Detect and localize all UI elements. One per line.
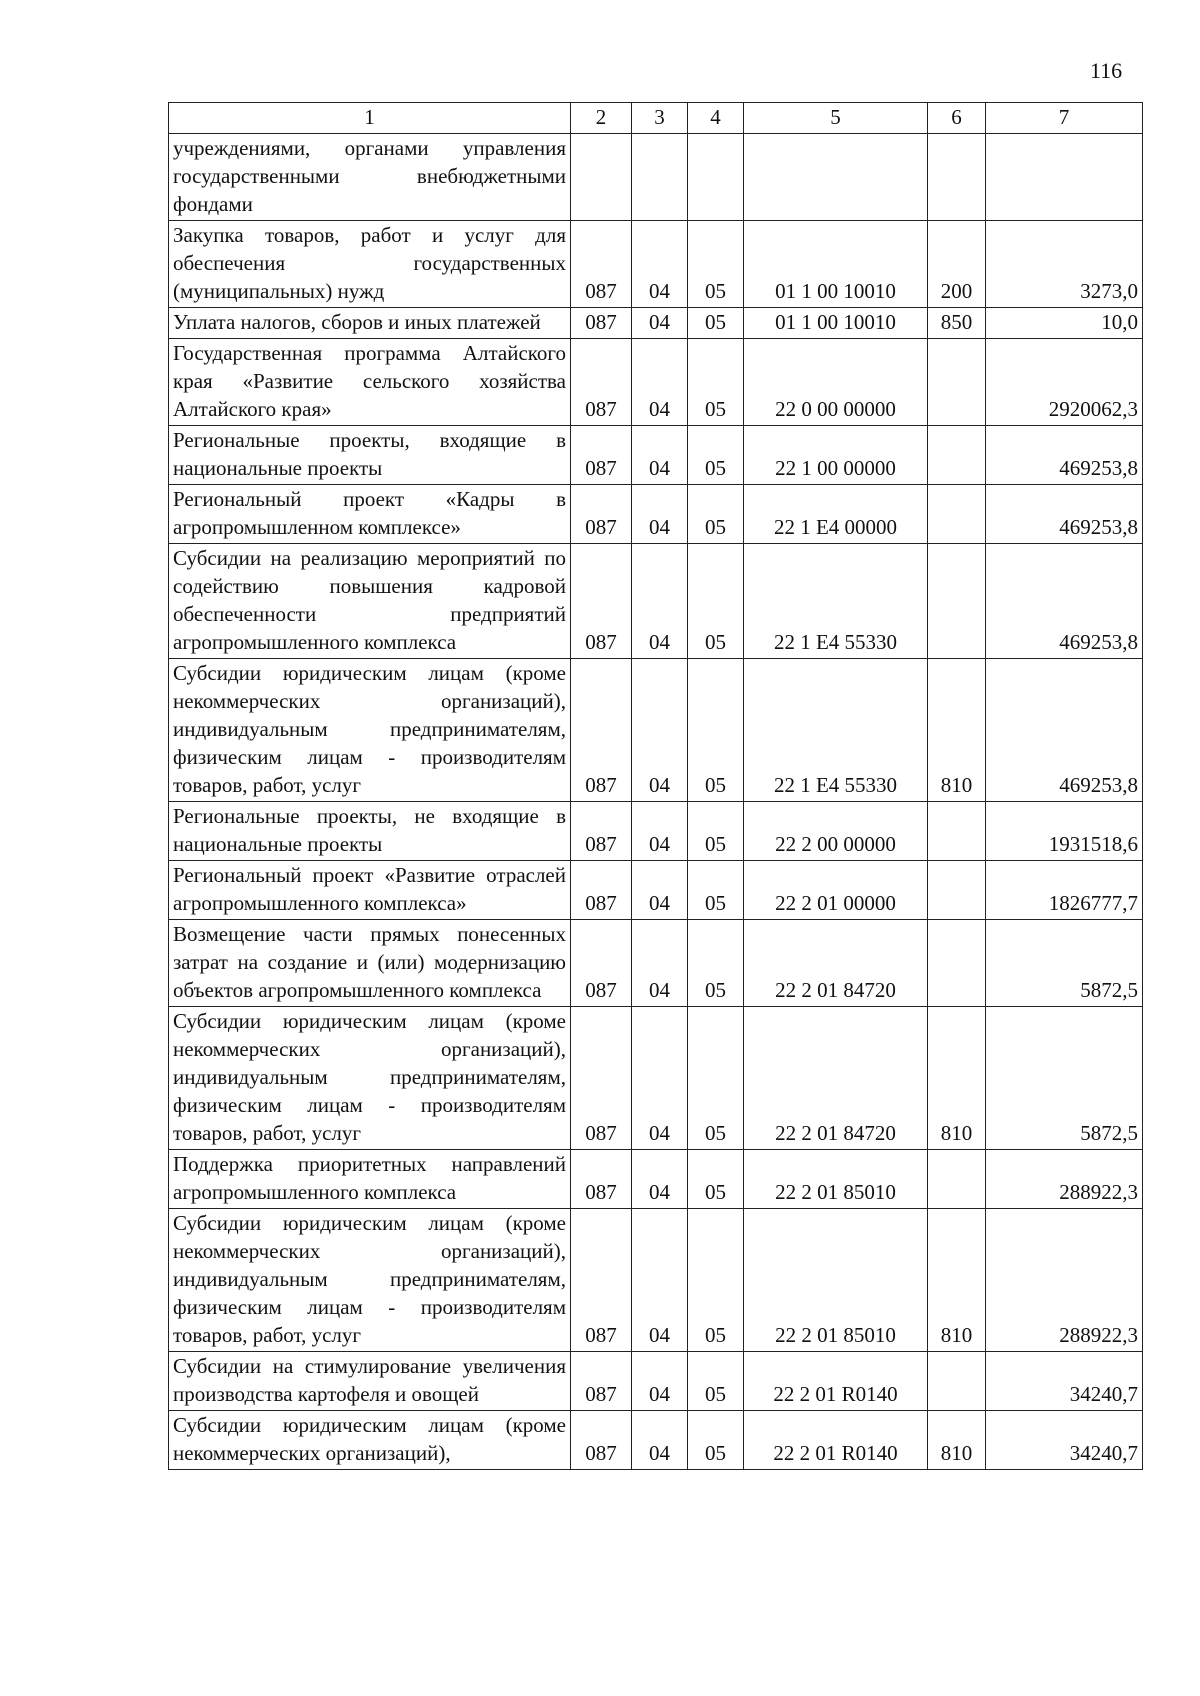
section-code: 04: [632, 1411, 688, 1470]
expense-type-code: 810: [928, 659, 986, 802]
table-row: [169, 1150, 1143, 1209]
amount: 469253,8: [986, 426, 1143, 485]
amount: 34240,7: [986, 1352, 1143, 1411]
item-name: Закупка товаров, работ и услуг для обеспечения государственных (муниципальных) нужд: [169, 221, 571, 308]
subsection-code: 05: [688, 1209, 744, 1352]
expense-type-code: [928, 802, 986, 861]
item-name: Поддержка приоритетных направлений агропромышленного комплекса: [169, 1150, 571, 1209]
item-name: Региональный проект «Развитие отраслей агропромышленного комплекса»: [169, 861, 571, 920]
target-code: 01 1 00 10010: [744, 308, 928, 339]
target-code: 22 1 00 00000: [744, 426, 928, 485]
page-number: 116: [1090, 58, 1123, 83]
item-name: Уплата налогов, сборов и иных платежей: [169, 308, 571, 339]
column-header: 4: [688, 103, 744, 134]
subsection-code: 05: [688, 339, 744, 426]
budget-table: [168, 102, 1143, 1470]
subsection-code: 05: [688, 426, 744, 485]
subsection-code: 05: [688, 920, 744, 1007]
subsection-code: 05: [688, 1150, 744, 1209]
table-row: [169, 485, 1143, 544]
expense-type-code: [928, 339, 986, 426]
item-name: Региональные проекты, входящие в национальные проекты: [169, 426, 571, 485]
section-code: 04: [632, 339, 688, 426]
ministry-code: 087: [571, 221, 632, 308]
expense-type-code: [928, 1150, 986, 1209]
section-code: 04: [632, 659, 688, 802]
table-row: [169, 134, 1143, 221]
section-code: 04: [632, 1352, 688, 1411]
subsection-code: 05: [688, 861, 744, 920]
section-code: 04: [632, 920, 688, 1007]
expense-type-code: [928, 920, 986, 1007]
amount: 34240,7: [986, 1411, 1143, 1470]
target-code: 22 2 01 85010: [744, 1150, 928, 1209]
item-name: Возмещение части прямых понесенных затрат на создание и (или) модернизацию объектов агропромышленного комплекса: [169, 920, 571, 1007]
subsection-code: 05: [688, 221, 744, 308]
table-row: [169, 861, 1143, 920]
target-code: 22 2 01 85010: [744, 1209, 928, 1352]
target-code: 22 1 E4 55330: [744, 544, 928, 659]
ministry-code: 087: [571, 920, 632, 1007]
section-code: 04: [632, 802, 688, 861]
table-row: [169, 308, 1143, 339]
section-code: 04: [632, 221, 688, 308]
table-row: [169, 426, 1143, 485]
item-name: Региональный проект «Кадры в агропромышленном комплексе»: [169, 485, 571, 544]
table-row: [169, 1411, 1143, 1470]
expense-type-code: 810: [928, 1209, 986, 1352]
column-header: 7: [986, 103, 1143, 134]
item-name: Субсидии юридическим лицам (кроме некоммерческих организаций), индивидуальным предпринимателям, физическим лицам - производителям товаров, работ, услуг: [169, 1007, 571, 1150]
expense-type-code: [928, 861, 986, 920]
section-code: 04: [632, 1209, 688, 1352]
column-header: 1: [169, 103, 571, 134]
subsection-code: 05: [688, 1352, 744, 1411]
ministry-code: 087: [571, 426, 632, 485]
item-name: Субсидии юридическим лицам (кроме некоммерческих организаций), индивидуальным предпринимателям, физическим лицам - производителям товаров, работ, услуг: [169, 1209, 571, 1352]
amount: 5872,5: [986, 920, 1143, 1007]
column-header: 2: [571, 103, 632, 134]
ministry-code: 087: [571, 1411, 632, 1470]
amount: 2920062,3: [986, 339, 1143, 426]
header-row: [169, 103, 1143, 134]
target-code: 01 1 00 10010: [744, 221, 928, 308]
amount: 288922,3: [986, 1150, 1143, 1209]
amount: 5872,5: [986, 1007, 1143, 1150]
amount: 10,0: [986, 308, 1143, 339]
section-code: 04: [632, 308, 688, 339]
section-code: [632, 134, 688, 221]
table-row: [169, 221, 1143, 308]
target-code: 22 2 01 84720: [744, 1007, 928, 1150]
table-row: [169, 920, 1143, 1007]
amount: 1826777,7: [986, 861, 1143, 920]
item-name: Региональные проекты, не входящие в национальные проекты: [169, 802, 571, 861]
ministry-code: 087: [571, 485, 632, 544]
ministry-code: 087: [571, 544, 632, 659]
amount: 469253,8: [986, 485, 1143, 544]
expense-type-code: 200: [928, 221, 986, 308]
expense-type-code: [928, 485, 986, 544]
target-code: 22 1 E4 00000: [744, 485, 928, 544]
subsection-code: [688, 134, 744, 221]
column-header: 5: [744, 103, 928, 134]
item-name: учреждениями, органами управления государственными внебюджетными фондами: [169, 134, 571, 221]
section-code: 04: [632, 1007, 688, 1150]
section-code: 04: [632, 426, 688, 485]
ministry-code: 087: [571, 339, 632, 426]
subsection-code: 05: [688, 1007, 744, 1150]
amount: 288922,3: [986, 1209, 1143, 1352]
ministry-code: 087: [571, 308, 632, 339]
column-header: 3: [632, 103, 688, 134]
target-code: 22 2 01 84720: [744, 920, 928, 1007]
table-row: [169, 1007, 1143, 1150]
target-code: 22 2 01 R0140: [744, 1411, 928, 1470]
ministry-code: [571, 134, 632, 221]
table-row: [169, 802, 1143, 861]
expense-type-code: 850: [928, 308, 986, 339]
target-code: 22 0 00 00000: [744, 339, 928, 426]
section-code: 04: [632, 1150, 688, 1209]
target-code: 22 2 00 00000: [744, 802, 928, 861]
ministry-code: 087: [571, 1209, 632, 1352]
target-code: 22 2 01 00000: [744, 861, 928, 920]
item-name: Субсидии на реализацию мероприятий по содействию повышения кадровой обеспеченности предприятий агропромышленного комплекса: [169, 544, 571, 659]
target-code: 22 2 01 R0140: [744, 1352, 928, 1411]
ministry-code: 087: [571, 802, 632, 861]
subsection-code: 05: [688, 802, 744, 861]
table-row: [169, 659, 1143, 802]
ministry-code: 087: [571, 659, 632, 802]
expense-type-code: [928, 544, 986, 659]
amount: 3273,0: [986, 221, 1143, 308]
expense-type-code: 810: [928, 1411, 986, 1470]
amount: 469253,8: [986, 544, 1143, 659]
ministry-code: 087: [571, 1150, 632, 1209]
amount: 1931518,6: [986, 802, 1143, 861]
section-code: 04: [632, 485, 688, 544]
table-row: [169, 1209, 1143, 1352]
expense-type-code: 810: [928, 1007, 986, 1150]
expense-type-code: [928, 1352, 986, 1411]
subsection-code: 05: [688, 308, 744, 339]
expense-type-code: [928, 134, 986, 221]
subsection-code: 05: [688, 485, 744, 544]
column-header: 6: [928, 103, 986, 134]
target-code: [744, 134, 928, 221]
amount: [986, 134, 1143, 221]
expense-type-code: [928, 426, 986, 485]
item-name: Субсидии юридическим лицам (кроме некоммерческих организаций), индивидуальным предпринимателям, физическим лицам - производителям товаров, работ, услуг: [169, 659, 571, 802]
amount: 469253,8: [986, 659, 1143, 802]
target-code: 22 1 E4 55330: [744, 659, 928, 802]
subsection-code: 05: [688, 659, 744, 802]
ministry-code: 087: [571, 1352, 632, 1411]
item-name: Субсидии на стимулирование увеличения производства картофеля и овощей: [169, 1352, 571, 1411]
table-row: [169, 1352, 1143, 1411]
table-row: [169, 339, 1143, 426]
subsection-code: 05: [688, 544, 744, 659]
item-name: Государственная программа Алтайского края «Развитие сельского хозяйства Алтайского края»: [169, 339, 571, 426]
ministry-code: 087: [571, 1007, 632, 1150]
section-code: 04: [632, 861, 688, 920]
ministry-code: 087: [571, 861, 632, 920]
table-body: [169, 134, 1143, 1470]
item-name: Субсидии юридическим лицам (кроме некоммерческих организаций),: [169, 1411, 571, 1470]
section-code: 04: [632, 544, 688, 659]
subsection-code: 05: [688, 1411, 744, 1470]
table-row: [169, 544, 1143, 659]
